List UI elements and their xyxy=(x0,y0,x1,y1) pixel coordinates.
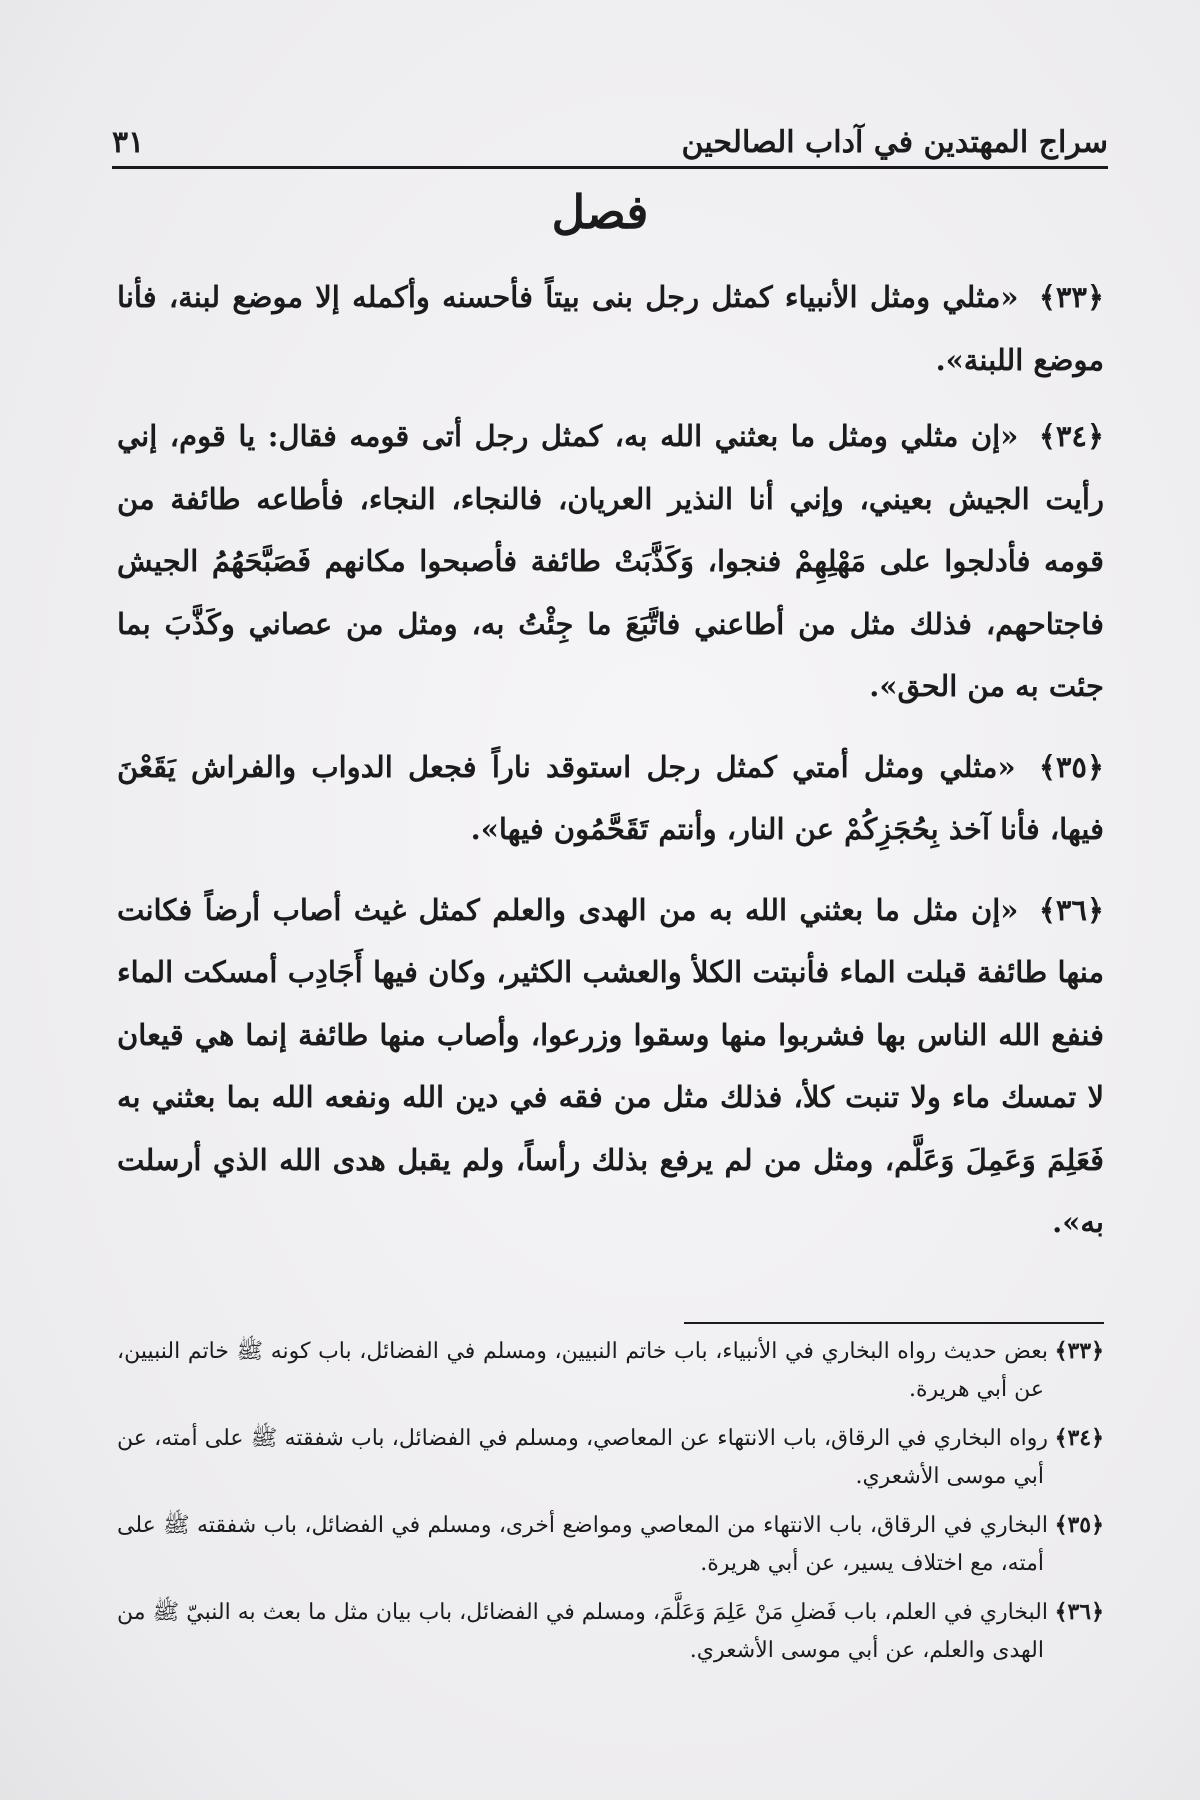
footnote-number: ﴿٣٦﴾ xyxy=(1054,1599,1104,1625)
footnote-text: البخاري في الرقاق، باب الانتهاء من المعاصي ومواضع أخرى، ومسلم في الفضائل، باب شفقته ﷺ على أمته، مع اختلاف يسير، عن أبي هريرة. xyxy=(117,1513,1048,1576)
hadith-number: ﴿٣٦﴾ xyxy=(1038,892,1104,927)
hadith-number: ﴿٣٥﴾ xyxy=(1038,749,1104,784)
header-divider xyxy=(112,166,1108,169)
footnote-number: ﴿٣٥﴾ xyxy=(1054,1512,1104,1538)
hadith-number: ﴿٣٤﴾ xyxy=(1038,419,1104,453)
hadith-paragraph xyxy=(117,879,1104,1254)
hadith-text: «مثلي ومثل الأنبياء كمثل رجل بنى بيتاً فأحسنه وأكمله إلا موضع لبنة، فأنا موضع اللبنة». xyxy=(117,280,1104,377)
footnote-divider xyxy=(684,1322,1104,1324)
hadith-paragraph xyxy=(117,736,1104,861)
footnotes xyxy=(117,1333,1104,1681)
footnote-item xyxy=(117,1594,1104,1669)
footnote-item xyxy=(117,1507,1104,1582)
hadith-text: «إن مثل ما بعثني الله به من الهدى والعلم كمثل غيث أصاب أرضاً فكانت منها طائفة قبلت الماء فأنبتت الكلأ والعشب الكثير، وكان فيها أَجَادِب أمسكت الماء فنفع الله الناس بها فشربوا منها وسقوا وزرعوا، وأصاب منها طائفة إنما هي قيعان لا تمسك ماء ولا تنبت كلأ، فذلك مثل من فقه في دين الله ونفعه الله بما بعثني به فَعَلِمَ وَعَمِلَ وَعَلَّم، ومثل من لم يرفع بذلك رأساً، ولم يقبل هدى الله الذي أرسلت به». xyxy=(117,892,1104,1239)
page-header xyxy=(112,104,1108,160)
page-number: ٣١ xyxy=(112,125,145,160)
hadith-list xyxy=(117,266,1104,1254)
book-title: سراج المهتدين في آداب الصالحين xyxy=(681,125,1108,160)
footnote-number: ﴿٣٣﴾ xyxy=(1054,1338,1104,1364)
section-title: فصل xyxy=(551,185,649,239)
hadith-text: «إن مثلي ومثل ما بعثني الله به، كمثل رجل أتى قومه فقال: يا قوم، إني رأيت الجيش بعيني، وإني أنا النذير العريان، فالنجاء، النجاء، فأطاعه طائفة من قومه فأدلجوا على مَهْلِهِمْ فنجوا، وَكَذَّبَتْ طائفة فأصبحوا مكانهم فَصَبَّحَهُمُ الجيش فاجتاحهم، فذلك مثل من أطاعني فاتَّبَعَ ما جِئْتُ به، ومثل من عصاني وكَذَّبَ بما جئت به من الحق». xyxy=(117,419,1104,703)
footnote-number: ﴿٣٤﴾ xyxy=(1054,1425,1104,1451)
hadith-number: ﴿٣٣﴾ xyxy=(1038,280,1104,314)
footnote-text: بعض حديث رواه البخاري في الأنبياء، باب خاتم النبيين، ومسلم في الفضائل، باب كونه ﷺ خاتم النبيين، عن أبي هريرة. xyxy=(117,1339,1048,1402)
hadith-paragraph xyxy=(117,405,1104,718)
footnote-item xyxy=(117,1333,1104,1408)
footnote-text: رواه البخاري في الرقاق، باب الانتهاء عن المعاصي، ومسلم في الفضائل، باب شفقته ﷺ على أمته، عن أبي موسى الأشعري. xyxy=(117,1426,1048,1489)
footnote-item xyxy=(117,1420,1104,1495)
footnote-text: البخاري في العلم، باب فَضلِ مَنْ عَلِمَ وَعَلَّمَ، ومسلم في الفضائل، باب بيان مثل ما بعث به النبيّ ﷺ من الهدى والعلم، عن أبي موسى الأشعري. xyxy=(117,1600,1048,1663)
hadith-paragraph xyxy=(117,266,1104,391)
hadith-text: «مثلي ومثل أمتي كمثل رجل استوقد ناراً فجعل الدواب والفراش يَقَعْنَ فيها، فأنا آخذ بِحُجَزِكُمْ عن النار، وأنتم تَقَحَّمُون فيها». xyxy=(117,749,1104,846)
